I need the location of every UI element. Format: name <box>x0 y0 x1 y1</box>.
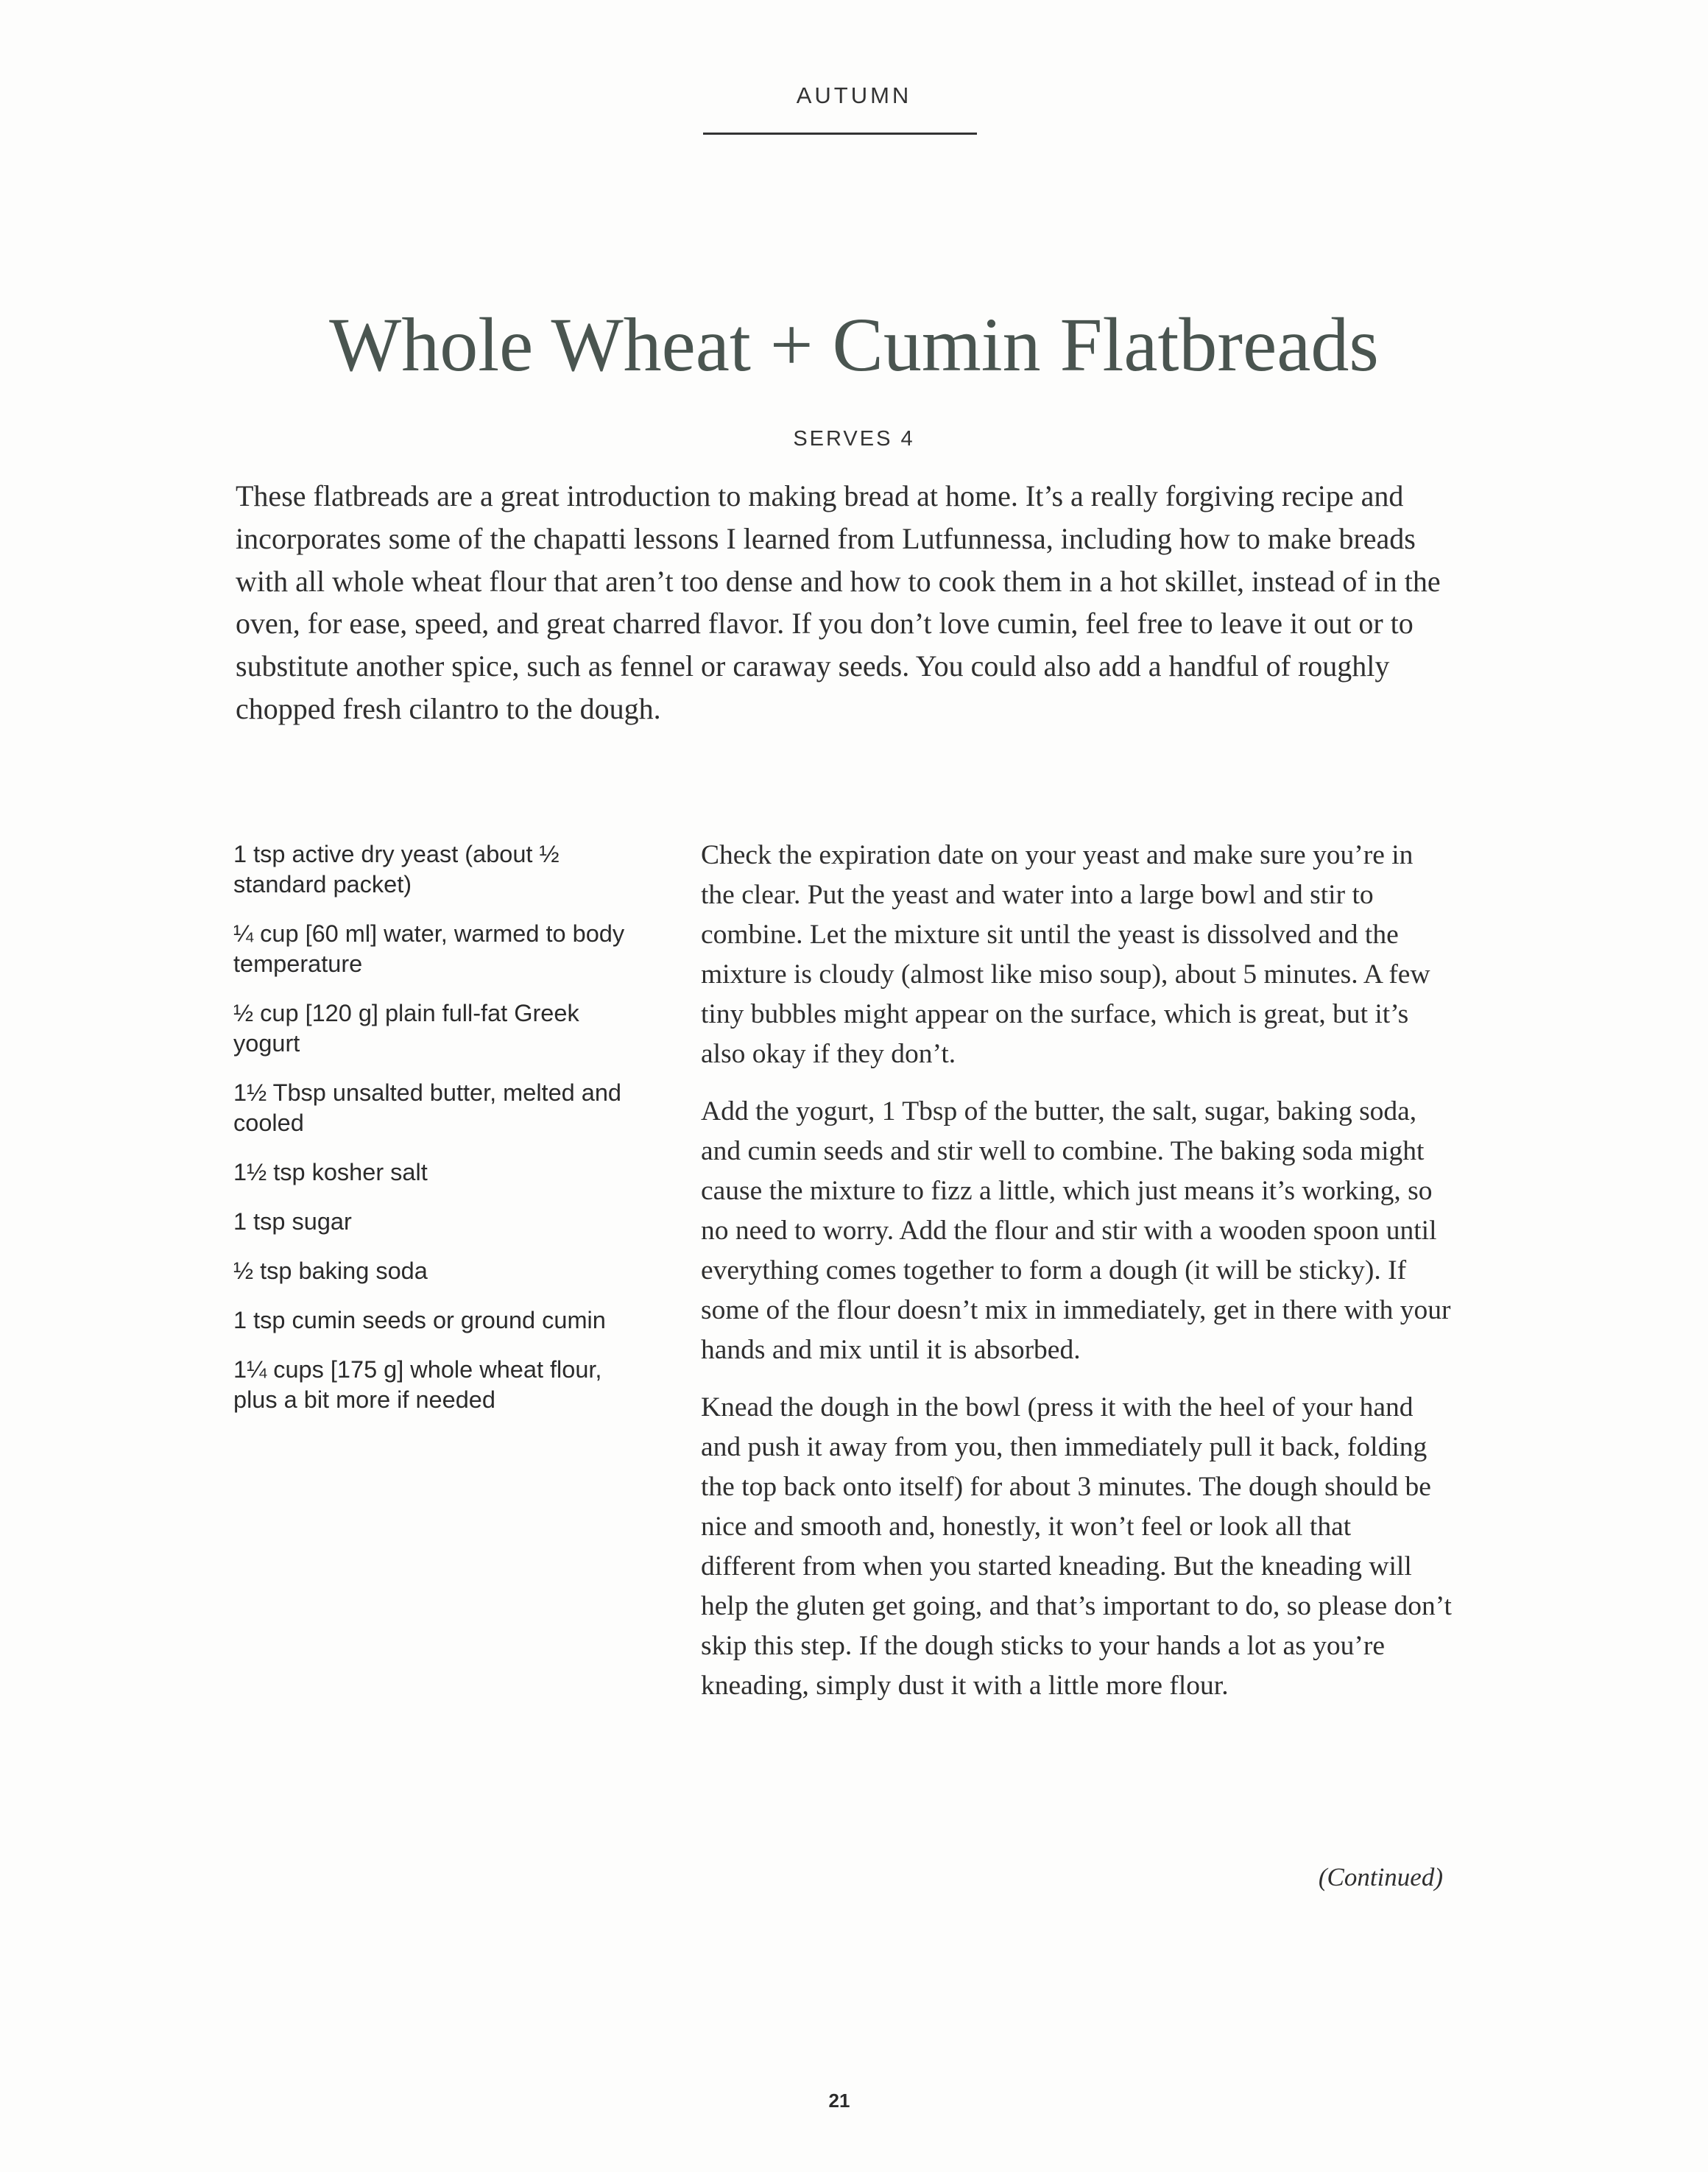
method-steps <box>701 836 1452 1724</box>
ingredient-item: 1½ tsp kosher salt <box>233 1159 428 1185</box>
recipe-title: Whole Wheat + Cumin Flatbreads <box>329 303 1379 387</box>
ingredient-item: ½ cup [120 g] plain full-fat Greek yogurt <box>233 1000 579 1057</box>
ingredient-item: ¼ cup [60 ml] water, warmed to body temperature <box>233 920 625 977</box>
section-divider <box>703 133 977 135</box>
ingredient-item: 1¼ cups [175 g] whole wheat flour, plus a bit more if needed <box>233 1356 602 1413</box>
method-step: Add the yogurt, 1 Tbsp of the butter, the salt, sugar, baking soda, and cumin seeds and stir well to combine. The baking soda might cause the mixture to fizz a little, which just means it’s working, so no need to worry. Add the flour and stir with a wooden spoon until everything comes together to form a dough (it will be sticky). If some of the flour doesn’t mix in immediately, get in there with your hands and mix until it is absorbed. <box>701 1096 1451 1365</box>
servings-label: SERVES 4 <box>793 427 915 451</box>
ingredient-item: 1 tsp cumin seeds or ground cumin <box>233 1307 606 1333</box>
ingredient-item: 1 tsp active dry yeast (about ½ standard packet) <box>233 841 560 898</box>
ingredient-item: 1½ Tbsp unsalted butter, melted and cooled <box>233 1079 621 1136</box>
ingredient-list <box>233 839 646 1434</box>
method-step: Knead the dough in the bowl (press it with the heel of your hand and push it away from you, then immediately pull it back, folding the top back onto itself) for about 3 minutes. The dough should be nice and smooth and, honestly, it won’t feel or look all that different from when you started kneading. But the kneading will help the gluten get going, and that’s important to do, so please don’t skip this step. If the dough sticks to your hands a lot as you’re kneading, simply dust it with a little more flour. <box>701 1392 1452 1701</box>
ingredient-item: 1 tsp sugar <box>233 1208 352 1235</box>
ingredient-item: ½ tsp baking soda <box>233 1258 428 1284</box>
section-label: AUTUMN <box>796 82 912 108</box>
recipe-intro: These flatbreads are a great introduction to making bread at home. It’s a really forgiving recipe and incorporates some of the chapatti lessons I learned from Lutfunnessa, including how to make breads with all whole wheat flour that aren’t too dense and how to cook them in a hot skillet, instead of in the oven, for ease, speed, and great charred flavor. If you don’t love cumin, feel free to leave it out or to substitute another spice, such as fennel or caraway seeds. You could also add a handful of roughly chopped fresh cilantro to the dough. <box>236 479 1441 725</box>
method-step: Check the expiration date on your yeast and make sure you’re in the clear. Put the yeast and water into a large bowl and stir to combine. Let the mixture sit until the yeast is dissolved and the mixture is cloudy (almost like miso soup), about 5 minutes. A few tiny bubbles might appear on the surface, which is great, but it’s also okay if they don’t. <box>701 840 1430 1069</box>
page-number: 21 <box>828 2090 850 2112</box>
continued-note: (Continued) <box>1318 1863 1443 1891</box>
